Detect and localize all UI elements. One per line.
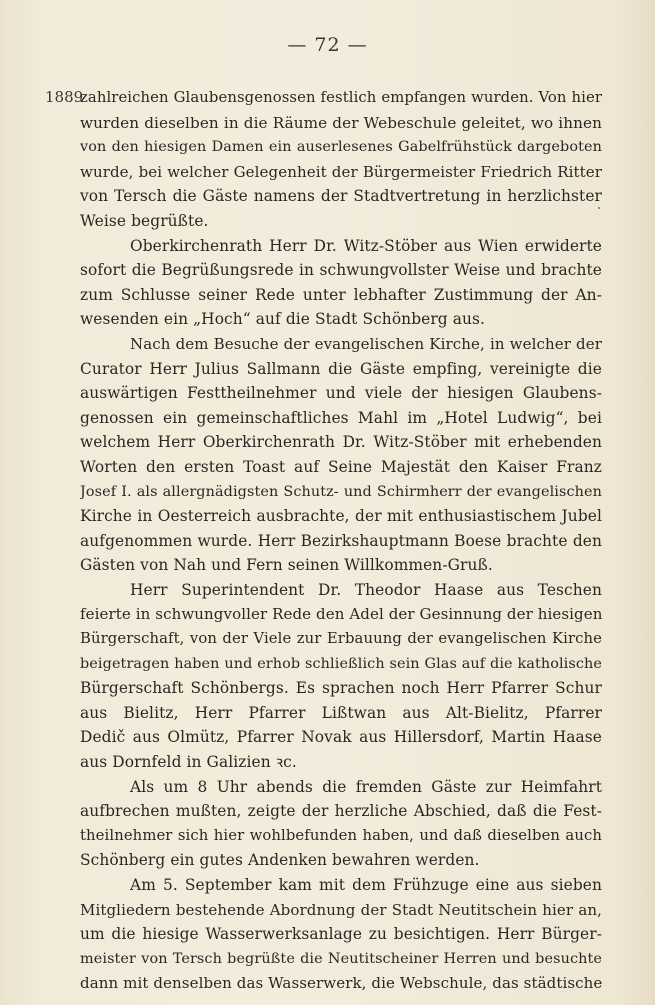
text-line: genossen ein gemeinschaftliches Mahl im „Hotel Ludwig“, bei	[80, 408, 602, 427]
text-line: wesenden ein „Hoch“ auf die Stadt Schönberg aus.	[80, 310, 486, 329]
text-line: Dedič aus Olmütz, Pfarrer Novak aus Hillersdorf, Martin Haase	[80, 728, 602, 747]
text-line: zahlreichen Glaubensgenossen festlich empfangen wurden. Von hier	[80, 89, 602, 106]
text-line: von den hiesigen Damen ein auserlesenes Gabelfrühstück dargeboten	[80, 139, 602, 156]
text-line: Curator Herr Julius Sallmann die Gäste empfing, vereinigte die	[80, 359, 602, 378]
text-line: aufbrechen mußten, zeigte der herzliche Abschied, daß die Fest-	[80, 802, 602, 821]
text-line: Josef I. als allergnädigsten Schutz- und Schirmherr der evangelischen	[80, 483, 602, 500]
text-line: zum Schlusse seiner Rede unter lebhafter Zustimmung der An-	[80, 285, 602, 304]
text-line: aus Dornfeld in Galizien ꝛc.	[80, 753, 297, 772]
text-line: dann mit denselben das Wasserwerk, die Webschule, das städtische	[80, 974, 602, 993]
paper-speck	[598, 207, 600, 209]
body-text	[80, 86, 602, 996]
text-line: auswärtigen Festtheilnehmer und viele der hiesigen Glaubens-	[80, 384, 602, 403]
text-line: Weise begrüßte.	[80, 211, 209, 230]
text-line: aus Bielitz, Herr Pfarrer Lißtwan aus Alt-Bielitz, Pfarrer	[80, 703, 602, 722]
text-line: Als um 8 Uhr abends die fremden Gäste zur Heimfahrt	[130, 777, 602, 796]
text-line: Kirche in Oesterreich ausbrachte, der mit enthusiastischem Jubel	[80, 507, 602, 526]
margin-year-note: 1889	[45, 88, 84, 106]
text-line: Oberkirchenrath Herr Dr. Witz-Stöber aus Wien erwiderte	[130, 236, 602, 255]
text-line: wurde, bei welcher Gelegenheit der Bürgermeister Friedrich Ritter	[80, 162, 602, 181]
text-line: meister von Tersch begrüßte die Neutitscheiner Herren und besuchte	[80, 950, 602, 967]
text-line: aufgenommen wurde. Herr Bezirkshauptmann Boese brachte den	[80, 531, 602, 550]
text-line: Nach dem Besuche der evangelischen Kirche, in welcher der	[130, 334, 602, 353]
text-line: Bürgerschaft Schönbergs. Es sprachen noch Herr Pfarrer Schur	[80, 679, 602, 698]
text-line: um die hiesige Wasserwerksanlage zu besichtigen. Herr Bürger-	[80, 925, 602, 944]
text-line: feierte in schwungvoller Rede den Adel der Gesinnung der hiesigen	[80, 605, 602, 624]
text-line: Am 5. September kam mit dem Frühzuge eine aus sieben	[130, 876, 602, 894]
text-line: Herr Superintendent Dr. Theodor Haase aus Teschen	[130, 580, 602, 599]
text-line: wurden dieselben in die Räume der Webeschule geleitet, wo ihnen	[80, 113, 602, 132]
page-number: — 72 —	[287, 34, 368, 56]
text-line: Worten den ersten Toast auf Seine Majestät den Kaiser Franz	[80, 457, 602, 476]
text-line: welchem Herr Oberkirchenrath Dr. Witz-Stöber mit erhebenden	[80, 433, 602, 452]
text-line: von Tersch die Gäste namens der Stadtvertretung in herzlichster	[80, 187, 602, 206]
text-line: beigetragen haben und erhob schließlich sein Glas auf die katholische	[80, 655, 602, 672]
text-line: Bürgerschaft, von der Viele zur Erbauung der evangelischen Kirche	[80, 630, 602, 648]
text-line: Gästen von Nah und Fern seinen Willkommen-Gruß.	[80, 556, 493, 575]
text-line: sofort die Begrüßungsrede in schwungvollster Weise und brachte	[80, 261, 602, 280]
text-line: Mitgliedern bestehende Abordnung der Stadt Neutitschein hier an,	[80, 900, 602, 919]
text-line: Schönberg ein gutes Andenken bewahren werden.	[80, 851, 480, 870]
text-line: theilnehmer sich hier wohlbefunden haben, und daß dieselben auch	[80, 826, 602, 844]
